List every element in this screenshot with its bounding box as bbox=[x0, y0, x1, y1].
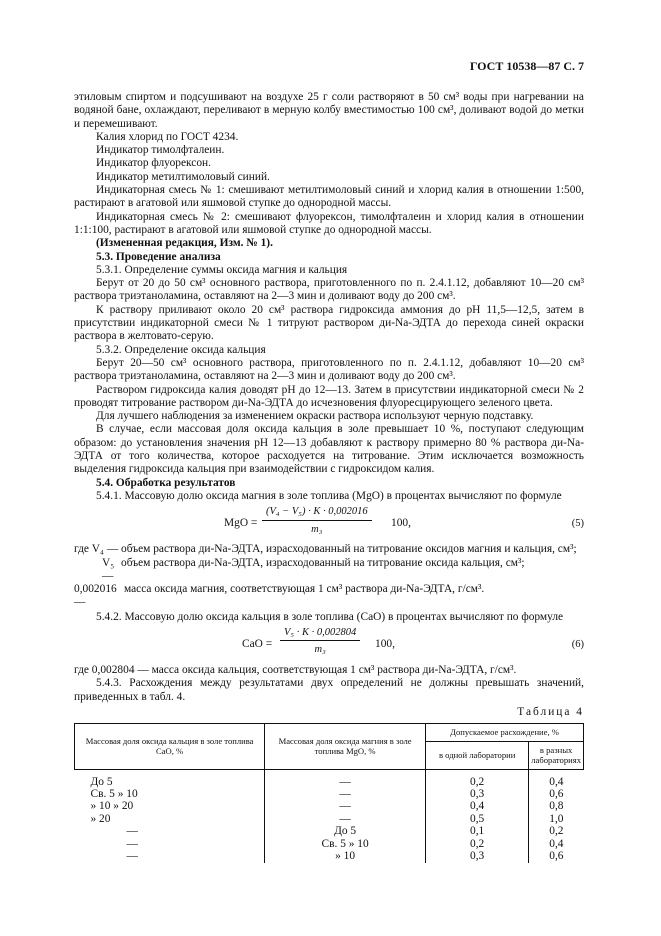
cell-mgo: До 5 bbox=[265, 825, 426, 837]
cell-same-lab: 0,3 bbox=[426, 788, 529, 800]
subsection-heading: 5.3.2. Определение оксида кальция bbox=[96, 343, 266, 356]
paragraph: 5.4.3. Расхождения между результатами двух определений не должны превышать значений, приведенных в табл. 4. bbox=[74, 677, 584, 703]
definition-text: объем раствора ди-Na-ЭДТА, израсходованный на титрование оксида кальция, см³; bbox=[121, 556, 525, 569]
cell-same-lab: 0,2 bbox=[426, 838, 529, 850]
definition-term: V₅ — bbox=[102, 556, 115, 582]
cell-different-labs: 1,0 bbox=[549, 812, 564, 825]
table-row bbox=[75, 800, 584, 812]
tolerance-table bbox=[74, 723, 584, 862]
cell-same-lab: 0,3 bbox=[426, 850, 529, 862]
cell-mgo: — bbox=[265, 788, 426, 800]
cell-cao: » 20 bbox=[75, 813, 265, 825]
cell-mgo: — bbox=[265, 813, 426, 825]
table-header-mgo: Массовая доля оксида магния в золе топлива MgO, % bbox=[265, 724, 426, 770]
paragraph: Для лучшего наблюдения за изменением окраски раствора используют черную подставку. bbox=[96, 410, 534, 423]
formula-rhs: 100, bbox=[391, 517, 411, 530]
definition-row bbox=[74, 583, 584, 610]
table-row bbox=[75, 838, 584, 850]
cell-different-labs: 0,4 bbox=[549, 775, 564, 788]
table-row bbox=[75, 813, 584, 825]
table-header-same-lab: в одной лаборатории bbox=[426, 741, 529, 769]
indicator-mix-2: Индикаторная смесь № 2: смешивают флуорексон, тимолфталеин и хлорид калия в отношении 1:1:100, растирают в агатовой или яшмовой ступке до однородной массы. bbox=[74, 210, 584, 236]
formula-numerator: (V₄ − V₅) · K · 0,002016 bbox=[262, 505, 372, 520]
reagent-item: Индикатор тимолфталеин. bbox=[96, 144, 225, 157]
paragraph: В случае, если массовая доля оксида кальция в золе превышает 10 %, поступают следующим образом: до установления значения pH 12—13 добавляют к раствору примерно 80 % раствора ди-Na-ЭДТА от того количества, которое расходуется на титрование. Этим исключается возможность выделения гидроксида кальция при взаимодействии с гидроксидом калия. bbox=[74, 423, 584, 476]
formula-numerator: V₅ · K · 0,002804 bbox=[280, 626, 360, 641]
definition-text: объем раствора ди-Na-ЭДТА, израсходованный на титрование оксидов магния и кальция, см³; bbox=[121, 543, 577, 556]
paragraph: Раствором гидроксида калия доводят pH до 12—13. Затем в присутствии индикаторной смеси № 2 проводят титрование раствором ди-Na-ЭДТА до исчезновения флуоресцирующего зеленого цвета. bbox=[74, 383, 584, 409]
definition-term: 0,002016 — bbox=[74, 583, 117, 609]
cell-different-labs: 0,8 bbox=[549, 800, 564, 813]
paragraph: 5.4.2. Массовую долю оксида кальция в золе топлива (CaO) в процентах вычисляют по формуле bbox=[96, 610, 564, 623]
reagent-item: Индикатор метилтимоловый синий. bbox=[96, 170, 270, 183]
formula-5 bbox=[74, 505, 584, 541]
cell-same-lab: 0,1 bbox=[426, 825, 529, 837]
formula-fraction bbox=[280, 626, 360, 657]
reagent-item: Калия хлорид по ГОСТ 4234. bbox=[96, 130, 239, 143]
table-header-cao: Массовая доля оксида кальция в золе топлива CaO, % bbox=[75, 724, 265, 770]
definition-text: масса оксида магния, соответствующая 1 см³ раствора ди-Na-ЭДТА, г/см³. bbox=[124, 583, 485, 596]
formula-number: (5) bbox=[571, 518, 584, 530]
section-heading: 5.3. Проведение анализа bbox=[96, 250, 221, 263]
cell-cao: Св. 5 » 10 bbox=[75, 788, 265, 800]
cell-different-labs: 0,6 bbox=[549, 850, 564, 863]
definition-row bbox=[74, 543, 584, 556]
table-row bbox=[75, 769, 584, 788]
formula-denominator: m₃ bbox=[311, 523, 323, 535]
table-header-tolerance: Допускаемое расхождение, % bbox=[426, 724, 584, 742]
indicator-mix-1: Индикаторная смесь № 1: смешивают метилтимоловый синий и хлорид калия в отношении 1:500, растирают в агатовой или яшмовой ступке до однородной массы. bbox=[74, 184, 584, 210]
formula-fraction bbox=[262, 505, 372, 536]
cell-cao: — bbox=[75, 838, 265, 850]
table-row bbox=[75, 825, 584, 837]
formula-6 bbox=[74, 626, 584, 662]
paragraph: К раствору приливают около 20 см³ раствора гидроксида аммония до pH 11,5—12,5, затем в присутствии индикаторной смеси № 1 титруют раствором ди-Na-ЭДТА до перехода синей окраски раствора в желтовато-серую. bbox=[74, 303, 584, 343]
cell-different-labs: 0,4 bbox=[549, 837, 564, 850]
table-caption: Таблица 4 bbox=[517, 705, 584, 718]
paragraph: Берут 20—50 см³ основного раствора, приготовленного по п. 2.4.1.12, добавляют 10—20 см³ раствора триэтаноламина, оставляют на 2—3 мин и доливают воду до 200 см³. bbox=[74, 356, 584, 383]
formula-lhs: CaO = bbox=[242, 637, 273, 650]
cell-different-labs: 0,6 bbox=[549, 788, 564, 801]
cell-same-lab: 0,2 bbox=[426, 769, 529, 788]
cell-cao: » 10 » 20 bbox=[75, 800, 265, 812]
definition-row bbox=[74, 557, 584, 584]
paragraph: Берут от 20 до 50 см³ основного раствора, приготовленного по п. 2.4.1.12, добавляют 10—20 см³ раствора триэтаноламина, оставляют на 2—3 мин и доливают воду до 200 см³. bbox=[74, 277, 584, 303]
subsection-heading: 5.3.1. Определение суммы оксида магния и кальция bbox=[96, 263, 348, 276]
table-header-row bbox=[75, 724, 584, 742]
table-row bbox=[75, 850, 584, 862]
formula-denominator: m₃ bbox=[314, 644, 326, 656]
paragraph-continued: этиловым спиртом и подсушивают на воздухе 25 г соли растворяют в 50 см³ воды при нагревании на водяной бане, охлаждают, переливают в мерную колбу вместимостью 100 см³, доливают водой до метки и перемешивают. bbox=[74, 91, 584, 130]
cell-same-lab: 0,4 bbox=[426, 800, 529, 812]
formula-number: (6) bbox=[571, 638, 584, 650]
definition-term: где V₄ — bbox=[74, 543, 119, 556]
amendment-note: (Измененная редакция, Изм. № 1). bbox=[96, 237, 273, 250]
section-heading: 5.4. Обработка результатов bbox=[96, 476, 236, 489]
table-header-different-labs: в разных лабораториях bbox=[529, 741, 584, 769]
table-row bbox=[75, 788, 584, 800]
formula-rhs: 100, bbox=[375, 637, 395, 650]
cell-mgo: — bbox=[265, 800, 426, 812]
page-header: ГОСТ 10538—87 С. 7 bbox=[469, 59, 584, 73]
paragraph: 5.4.1. Массовую долю оксида магния в золе топлива (MgO) в процентах вычисляют по формуле bbox=[96, 489, 562, 502]
table-body bbox=[75, 769, 584, 862]
cell-cao: — bbox=[75, 825, 265, 837]
page-content bbox=[74, 91, 584, 863]
cell-same-lab: 0,5 bbox=[426, 813, 529, 825]
formula-5-definitions bbox=[74, 543, 584, 609]
cell-cao: До 5 bbox=[75, 769, 265, 788]
cell-mgo: — bbox=[265, 769, 426, 788]
cell-cao: — bbox=[75, 850, 265, 862]
formula-lhs: MgO = bbox=[224, 517, 258, 530]
cell-different-labs: 0,2 bbox=[549, 825, 564, 838]
reagent-item: Индикатор флуорексон. bbox=[96, 157, 211, 170]
cell-mgo: » 10 bbox=[265, 850, 426, 862]
formula-6-definition: где 0,002804 — масса оксида кальция, соответствующая 1 см³ раствора ди-Na-ЭДТА, г/см³. bbox=[74, 663, 517, 676]
cell-mgo: Св. 5 » 10 bbox=[265, 838, 426, 850]
